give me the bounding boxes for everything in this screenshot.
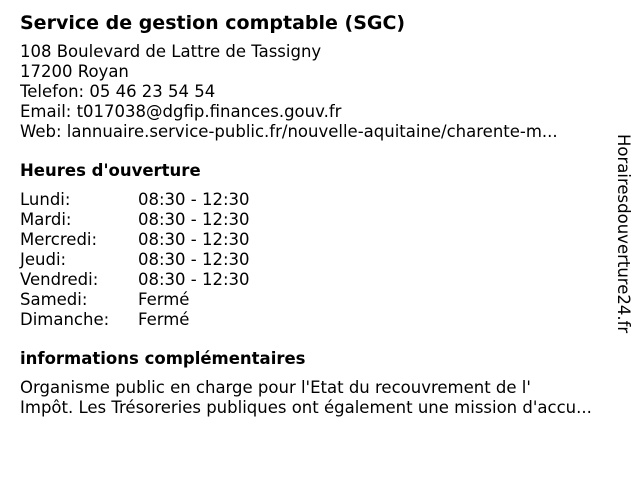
hours-row [20,250,610,270]
hours-day: Samedi: [20,290,88,309]
hours-day: Dimanche: [20,310,110,329]
hours-row [20,310,610,330]
hours-time: 08:30 - 12:30 [138,210,250,229]
hours-row [20,230,610,250]
email-line[interactable]: Email: t017038@dgfip.finances.gouv.fr [20,102,342,121]
page-title: Service de gestion comptable (SGC) [20,12,406,34]
hours-day: Vendredi: [20,270,99,289]
hours-row [20,270,610,290]
info-text-line: Organisme public en charge pour l'Etat du recouvrement de l' [20,378,531,397]
address-street: 108 Boulevard de Lattre de Tassigny [20,42,322,61]
side-brand-watermark: Horairesdouverture24.fr [614,134,633,334]
hours-heading: Heures d'ouverture [20,161,201,180]
hours-row [20,190,610,210]
phone-line[interactable]: Telefon: 05 46 23 54 54 [20,82,216,101]
hours-row [20,210,610,230]
info-heading: informations complémentaires [20,349,306,368]
hours-day: Mardi: [20,210,72,229]
hours-time: 08:30 - 12:30 [138,230,250,249]
business-card [20,10,610,418]
address-city: 17200 Royan [20,62,129,81]
web-line[interactable]: Web: lannuaire.service-public.fr/nouvelle-aquitaine/charente-m... [20,122,558,141]
hours-time: Fermé [138,310,190,329]
hours-day: Mercredi: [20,230,98,249]
hours-day: Lundi: [20,190,71,209]
hours-time: 08:30 - 12:30 [138,270,250,289]
hours-day: Jeudi: [20,250,67,269]
hours-row [20,290,610,310]
info-text-line: Impôt. Les Trésoreries publiques ont également une mission d'accu... [20,398,592,417]
hours-time: 08:30 - 12:30 [138,190,250,209]
hours-table [20,190,610,330]
hours-time: Fermé [138,290,190,309]
hours-time: 08:30 - 12:30 [138,250,250,269]
